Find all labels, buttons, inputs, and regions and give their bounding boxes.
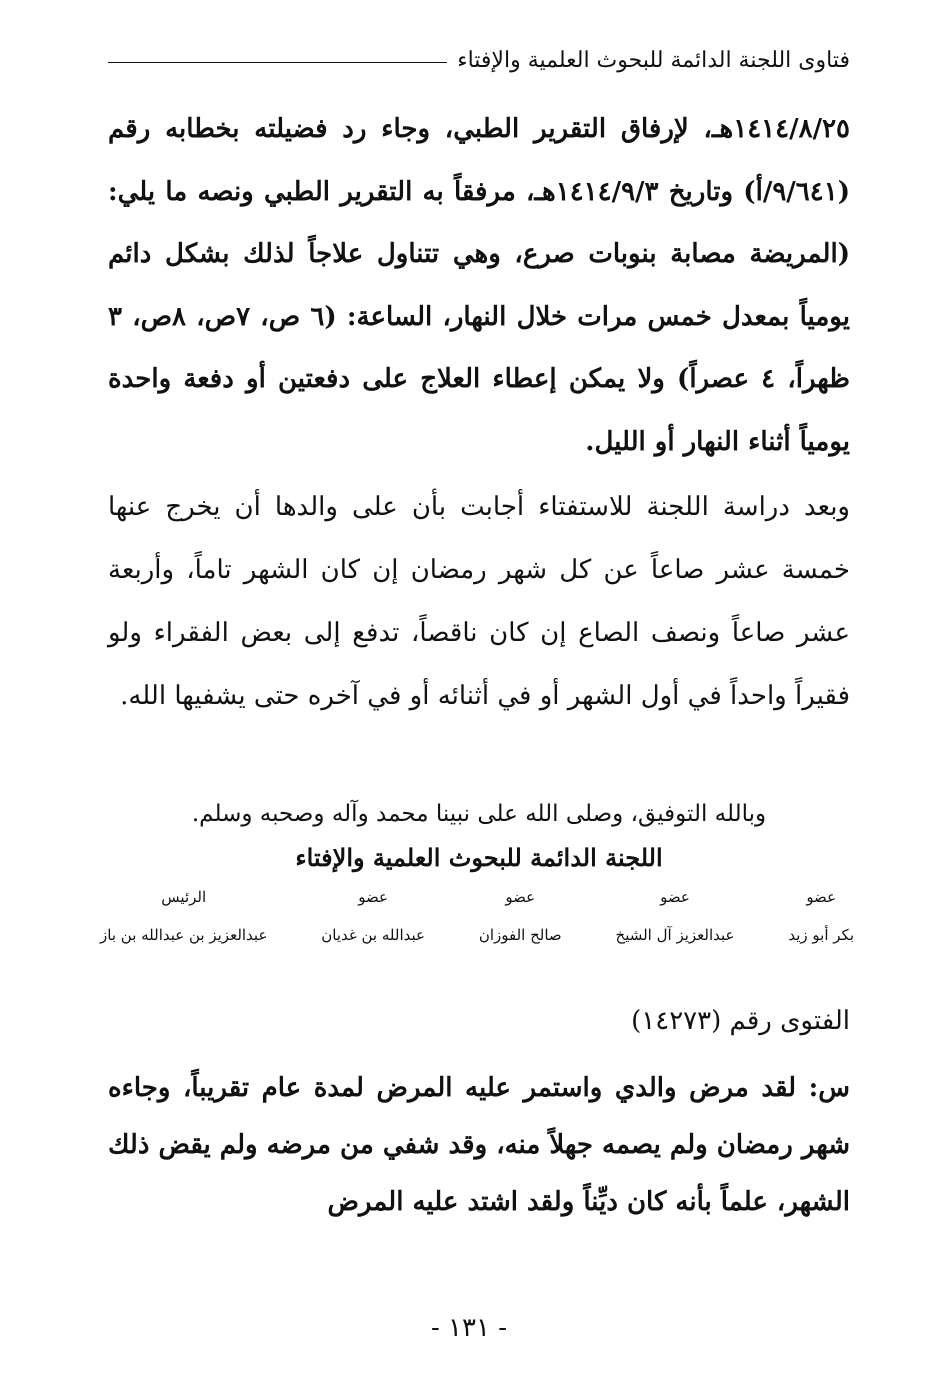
signatory-name: صالح الفوزان (478, 926, 562, 944)
signatory-role: الرئيس (161, 888, 207, 906)
header-rule (108, 62, 447, 63)
signatory-role: عضو (505, 888, 536, 906)
signatory (100, 884, 267, 950)
header-title: فتاوى اللجنة الدائمة للبحوث العلمية والإفتاء (457, 47, 850, 73)
medical-report-paragraph: ١٤١٤/٨/٢٥هـ، لإرفاق التقرير الطبي، وجاء رد فضيلته بخطابه رقم (٩/٦٤١/أ) وتاريخ ١٤١٤/٩/٣هـ، مرفقاً به التقرير الطبي ونصه ما يلي: (المريضة مصابة بنوبات صرع، وهي تتناول علاجاً لذلك بشكل دائم يومياً بمعدل خمس مرات خلال النهار، الساعة: (٦ ص، ٧ص، ٨ص، ٣ ظهراً، ٤ عصراً) ولا يمكن إعطاء العلاج على دفعتين أو دفعة واحدة يومياً أثناء النهار أو الليل. (108, 114, 850, 457)
signatory (321, 884, 425, 950)
question-paragraph: س: لقد مرض والدي واستمر عليه المرض لمدة عام تقريباً، وجاءه شهر رمضان ولم يصمه جهلاً منه، وقد شفي من مرضه ولم يقض ذلك الشهر، علماً بأنه كان ديِّناً ولقد اشتد عليه المرض (108, 1073, 850, 1217)
signatures-row (100, 884, 854, 950)
committee-name: اللجنة الدائمة للبحوث العلمية والإفتاء (295, 843, 663, 872)
closing-line: وبالله التوفيق، وصلى الله على نبينا محمد وآله وصحبه وسلم. (191, 801, 767, 827)
signatory-name: عبدالله بن غديان (321, 926, 425, 944)
fatwa-title: الفتوى رقم (١٤٢٧٣) (631, 1006, 850, 1036)
signatory (788, 884, 854, 950)
signatory-name: عبدالعزيز بن عبدالله بن باز (100, 926, 268, 944)
signatory (616, 884, 735, 950)
signatory-role: عضو (358, 888, 388, 906)
signatory-role: عضو (806, 888, 837, 906)
signatory-role: عضو (660, 888, 690, 906)
signatory (479, 884, 562, 950)
signatory-name: عبدالعزيز آل الشيخ (615, 926, 735, 944)
committee-answer-paragraph: وبعد دراسة اللجنة للاستفتاء أجابت بأن على والدها أن يخرج عنها خمسة عشر صاعاً عن كل شهر رمضان إن كان الشهر تاماً، وأربعة عشر صاعاً ونصف الصاع إن كان ناقصاً، تدفع إلى بعض الفقراء ولو فقيراً واحداً في أول الشهر أو في أثنائه أو في آخره حتى يشفيها الله. (108, 492, 850, 711)
running-header (108, 40, 850, 80)
signatory-name: بكر أبو زيد (788, 926, 854, 944)
page-number: - ١٣١ - (430, 1313, 508, 1343)
